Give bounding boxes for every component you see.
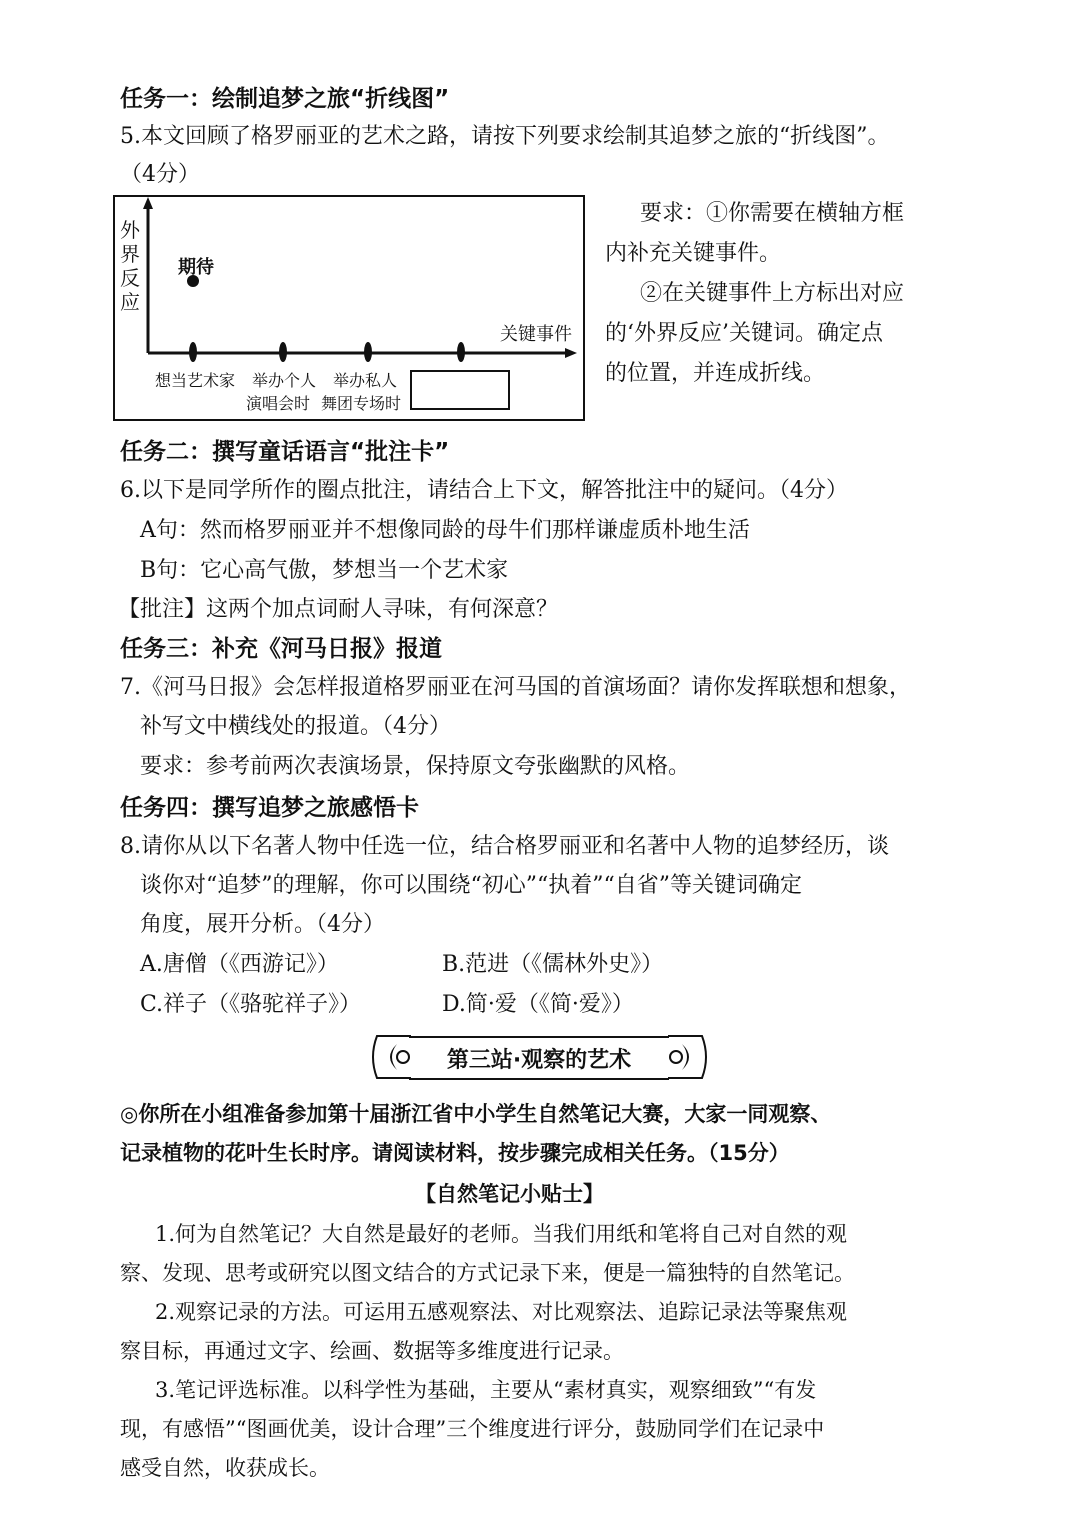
tip1-line1: 1.何为自然笔记？大自然是最好的老师。当我们用纸和笔将自己对自然的观 bbox=[155, 1222, 848, 1246]
question-5-line2: （4分） bbox=[120, 162, 200, 187]
event-label: 举办私人 bbox=[333, 371, 398, 390]
question-7-line1: 7.《河马日报》会怎样报道格罗丽亚在河马国的首演场面？请你发挥联想和想象， bbox=[120, 675, 911, 700]
x-axis-label: 关键事件 bbox=[500, 324, 572, 345]
requirement-line: 的‘外界反应’关键词。确定点 bbox=[605, 321, 883, 346]
question-7-requirement: 要求：参考前两次表演场景，保持原文夸张幽默的风格。 bbox=[140, 754, 691, 779]
task1-heading: 任务一：绘制追梦之旅“折线图” bbox=[120, 86, 450, 112]
y-axis-label bbox=[120, 218, 140, 314]
intro-line1: ◎你所在小组准备参加第十届浙江省中小学生自然笔记大赛，大家一同观察、 bbox=[120, 1102, 832, 1126]
event-label: 舞团专场时 bbox=[321, 394, 402, 413]
y-axis-label-char: 界 bbox=[120, 242, 140, 266]
point-label: 期待 bbox=[178, 257, 214, 278]
intro-line2: 记录植物的花叶生长时序。请阅读材料，按步骤完成相关任务。（15分） bbox=[120, 1141, 790, 1165]
banner-title: 第三站·观察的艺术 bbox=[446, 1048, 632, 1073]
task3-heading: 任务三：补充《河马日报》报道 bbox=[120, 636, 442, 662]
question-6: 6.以下是同学所作的圈点批注，请结合上下文，解答批注中的疑问。（4分） bbox=[120, 478, 848, 503]
tip3-line2: 现，有感悟”“图画优美，设计合理”三个维度进行评分，鼓励同学们在记录中 bbox=[120, 1417, 825, 1441]
event-label: 演唱会时 bbox=[246, 394, 311, 413]
banner-frame bbox=[409, 1036, 669, 1080]
question-7-line2: 补写文中横线处的报道。（4分） bbox=[140, 714, 451, 739]
requirement-line: 要求：①你需要在横轴方框 bbox=[640, 201, 905, 226]
task2-heading: 任务二：撰写童话语言“批注卡” bbox=[120, 439, 450, 465]
option-a: A.唐僧（《西游记》） bbox=[140, 952, 339, 977]
event-label: 举办个人 bbox=[252, 371, 317, 390]
event-label: 想当艺术家 bbox=[155, 371, 236, 390]
requirement-line: 内补充关键事件。 bbox=[605, 241, 782, 266]
tip1-line2: 察、发现、思考或研究以图文结合的方式记录下来，便是一篇独特的自然笔记。 bbox=[120, 1261, 855, 1285]
option-c: C.祥子（《骆驼祥子》） bbox=[140, 992, 362, 1017]
tips-title: 【自然笔记小贴士】 bbox=[415, 1182, 604, 1206]
question-8-line1: 8.请你从以下名著人物中任选一位，结合格罗丽亚和名著中人物的追梦经历，谈 bbox=[120, 834, 889, 859]
tip3-line1: 3.笔记评选标准。以科学性为基础，主要从“素材真实，观察细致”“有发 bbox=[155, 1378, 817, 1402]
requirement-line: ②在关键事件上方标出对应 bbox=[640, 281, 905, 306]
tip2-line1: 2.观察记录的方法。可运用五感观察法、对比观察法、追踪记录法等聚焦观 bbox=[155, 1300, 848, 1324]
y-axis-label-char: 外 bbox=[120, 218, 140, 242]
sentence-a: A句：然而格罗丽亚并不想像同龄的母牛们那样谦虚质朴地生活 bbox=[140, 518, 750, 543]
station-banner bbox=[367, 1030, 712, 1084]
blank-event-box[interactable] bbox=[410, 370, 510, 410]
sentence-b: B句：它心高气傲，梦想当一个艺术家 bbox=[140, 558, 509, 583]
tip2-line2: 察目标，再通过文字、绘画、数据等多维度进行记录。 bbox=[120, 1339, 624, 1363]
y-axis-label-char: 反 bbox=[120, 266, 140, 290]
requirement-line: 的位置，并连成折线。 bbox=[605, 361, 826, 386]
option-b: B.范进（《儒林外史》） bbox=[442, 952, 664, 977]
question-8-line3: 角度，展开分析。（4分） bbox=[140, 912, 385, 937]
tip3-line3: 感受自然，收获成长。 bbox=[120, 1456, 330, 1480]
option-d: D.简·爱（《简·爱》） bbox=[442, 992, 634, 1017]
question-5-line1: 5.本文回顾了格罗丽亚的艺术之路，请按下列要求绘制其追梦之旅的“折线图”。 bbox=[120, 124, 890, 149]
y-axis-label-char: 应 bbox=[120, 290, 140, 314]
annotation: 【批注】这两个加点词耐人寻味，有何深意？ bbox=[118, 597, 559, 622]
question-8-line2: 谈你对“追梦”的理解，你可以围绕“初心”“执着”“自省”等关键词确定 bbox=[140, 873, 802, 898]
task4-heading: 任务四：撰写追梦之旅感悟卡 bbox=[120, 795, 419, 821]
